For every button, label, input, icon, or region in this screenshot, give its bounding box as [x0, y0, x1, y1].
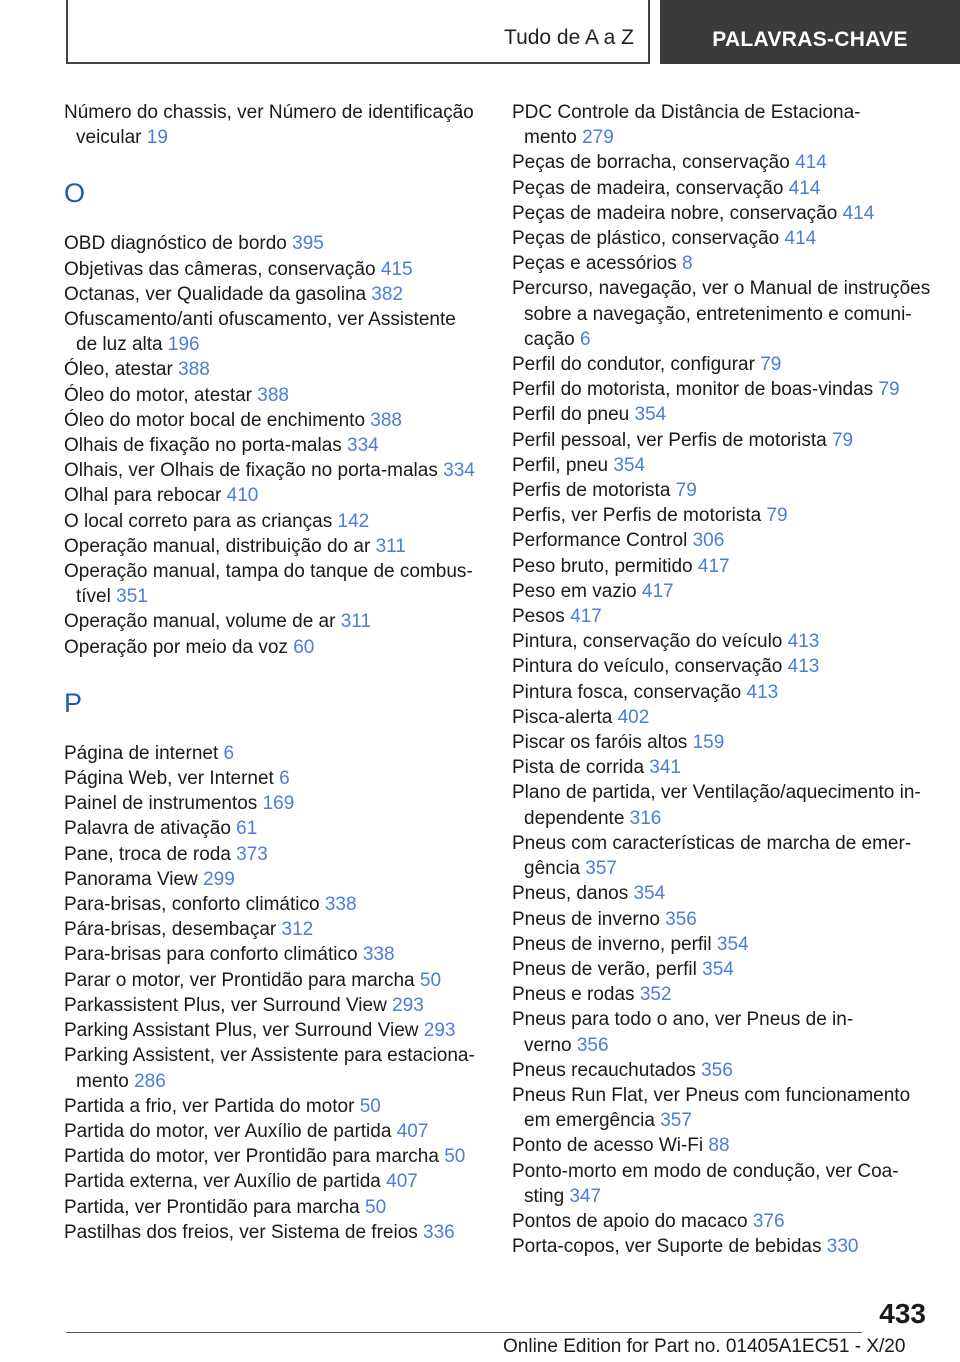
- page-reference-link[interactable]: 356: [576, 1034, 609, 1056]
- entry-text: Parking Assistant Plus, ver Surround View: [64, 1020, 424, 1042]
- entry-text: Pneus e rodas: [512, 984, 640, 1006]
- entry-text: Performance Control: [512, 530, 693, 552]
- entry-text: Pastilhas dos freios, ver Sistema de freios: [64, 1221, 424, 1243]
- chapter-tab: PALAVRAS-CHAVE: [660, 0, 960, 64]
- entry-text: Olhais, ver Olhais de fixação no porta-malas: [64, 460, 444, 482]
- index-entry: [64, 559, 484, 609]
- page-reference-link[interactable]: 354: [633, 883, 666, 905]
- page-reference-link[interactable]: 312: [281, 919, 314, 941]
- page-reference-link[interactable]: 414: [795, 152, 827, 174]
- index-entry: [64, 1195, 484, 1220]
- footer-edition: Online Edition for Part no. 01405A1EC51 - X/20: [503, 1336, 906, 1357]
- entry-text: PDC Controle da Distância de Estaciona‐: [512, 102, 861, 123]
- page-reference-link[interactable]: 414: [788, 177, 821, 199]
- index-entry: [64, 609, 484, 634]
- entry-text: Peso bruto, permitido: [512, 555, 698, 577]
- entry-text: veicular: [76, 127, 147, 149]
- entry-text: Ofuscamento/anti ofuscamento, ver Assistente: [64, 309, 456, 331]
- entry-text: Perfil pessoal, ver Perfis de motorista: [512, 429, 832, 451]
- index-entry: [64, 1094, 484, 1119]
- page-reference-link[interactable]: 79: [878, 379, 900, 401]
- page-reference-link[interactable]: 352: [639, 984, 672, 1006]
- page-reference-link[interactable]: 60: [293, 636, 315, 658]
- entry-text: Pintura, conservação do veículo: [512, 631, 788, 653]
- index-column-left: [64, 100, 484, 1245]
- index-entry: [512, 176, 942, 201]
- entry-text: sobre a navegação, entretenimento e comuni‐: [524, 303, 912, 325]
- index-entry: [64, 842, 484, 867]
- page-reference-link[interactable]: 414: [842, 202, 875, 224]
- page-reference-link[interactable]: 415: [380, 258, 413, 280]
- index-entry: [64, 257, 484, 282]
- page-reference-link[interactable]: 354: [634, 404, 667, 426]
- index-entry: [512, 1209, 942, 1234]
- index-entry: [512, 150, 942, 175]
- page-reference-link[interactable]: 334: [347, 435, 379, 457]
- page-reference-link[interactable]: 159: [692, 732, 725, 754]
- index-entry: [512, 907, 942, 932]
- page-reference-link[interactable]: 19: [146, 127, 168, 149]
- index-letter-heading: O: [64, 178, 86, 209]
- page-reference-link[interactable]: 88: [708, 1135, 730, 1157]
- entry-text: Pneus com características de marcha de emer‐: [512, 832, 912, 854]
- entry-text: Pintura fosca, conservação: [512, 681, 747, 703]
- page-reference-link[interactable]: 388: [370, 409, 402, 431]
- index-entry: [512, 654, 942, 679]
- entry-text: Ponto de acesso Wi-Fi: [512, 1135, 709, 1157]
- page-reference-link[interactable]: 6: [279, 768, 290, 790]
- entry-text: Perfil, pneu: [512, 454, 614, 476]
- index-entry: [512, 428, 942, 453]
- page-reference-link[interactable]: 6: [223, 742, 235, 764]
- index-entry: [512, 251, 942, 276]
- section-title: Tudo de A a Z: [504, 26, 634, 49]
- index-entry: [64, 993, 484, 1018]
- entry-text: O local correto para as crianças: [64, 510, 338, 532]
- page-reference-link[interactable]: 293: [423, 1020, 456, 1042]
- entry-text: sting: [524, 1185, 570, 1207]
- index-entry: [512, 276, 942, 352]
- entry-text: Pneus de inverno, perfil: [512, 933, 717, 955]
- index-entry: [512, 579, 942, 604]
- entry-text: Palavra de ativação: [64, 818, 237, 840]
- entry-text: Para-brisas, conforto climático: [64, 894, 325, 916]
- page-reference-link[interactable]: 351: [116, 586, 148, 608]
- page-reference-link[interactable]: 142: [337, 510, 370, 532]
- entry-text: Partida do motor, ver Prontidão para marcha: [64, 1146, 445, 1168]
- entry-text: Operação manual, volume de ar: [64, 611, 341, 633]
- index-entry: [512, 881, 942, 906]
- page-reference-link[interactable]: 388: [178, 359, 210, 381]
- entry-text: Peso em vazio: [512, 580, 642, 602]
- entry-text: Percurso, navegação, ver o Manual de instruções: [512, 278, 931, 300]
- entry-text: Panorama View: [64, 868, 204, 890]
- page-reference-link[interactable]: 79: [675, 480, 697, 502]
- page-reference-link[interactable]: 79: [831, 429, 854, 451]
- index-entry: [512, 1234, 942, 1259]
- entry-text: Para-brisas para conforto climático: [64, 944, 363, 966]
- index-entry: [64, 383, 484, 408]
- index-entry: [512, 957, 942, 982]
- entry-text: Peças de madeira, conservação: [512, 177, 789, 199]
- entry-text: Pneus para todo o ano, ver Pneus de in‐: [512, 1009, 854, 1031]
- index-entry: [512, 1083, 942, 1133]
- page-reference-link[interactable]: 376: [752, 1210, 785, 1232]
- index-column-right: [512, 100, 942, 1259]
- index-entry: [64, 942, 484, 967]
- page-reference-link[interactable]: 299: [203, 868, 235, 890]
- entry-text: Pisca-alerta: [512, 706, 618, 728]
- index-entry: [512, 604, 942, 629]
- entry-text: Peças de plástico, conservação: [512, 228, 785, 250]
- entry-text: Partida a frio, ver Partida do motor: [64, 1095, 360, 1117]
- index-entry: [512, 1058, 942, 1083]
- entry-text: Pista de corrida: [512, 757, 650, 779]
- index-entry: [64, 1119, 484, 1144]
- index-entry: [64, 1043, 484, 1093]
- page-reference-link[interactable]: 414: [784, 228, 817, 250]
- index-entry: [64, 100, 484, 150]
- entry-text: Pneus, danos: [512, 883, 634, 905]
- entry-text: cação: [524, 328, 580, 350]
- page-reference-link[interactable]: 373: [236, 843, 268, 865]
- page-reference-link[interactable]: 334: [443, 460, 475, 482]
- entry-text: dependente: [524, 807, 630, 829]
- index-entry: [64, 408, 484, 433]
- entry-text: Página de internet: [64, 742, 224, 764]
- entry-text: mento: [524, 127, 583, 149]
- entry-text: Parkassistent Plus, ver Surround View: [64, 994, 393, 1016]
- index-entry: [64, 534, 484, 559]
- page-reference-link[interactable]: 50: [444, 1146, 466, 1168]
- entry-text: Pneus Run Flat, ver Pneus com funcionamento: [512, 1084, 911, 1106]
- entry-text: Óleo do motor, atestar: [64, 384, 258, 406]
- entry-text: Olhais de fixação no porta-malas: [64, 435, 348, 457]
- entry-text: Parar o motor, ver Prontidão para marcha: [64, 969, 420, 991]
- entry-text: Pontos de apoio do macaco: [512, 1210, 753, 1232]
- page-reference-link[interactable]: 293: [392, 994, 424, 1016]
- page-reference-link[interactable]: 196: [167, 334, 200, 356]
- entry-text: Piscar os faróis altos: [512, 732, 693, 754]
- page-reference-link[interactable]: 286: [134, 1070, 166, 1092]
- page-reference-link[interactable]: 8: [682, 253, 693, 275]
- entry-text: mento: [76, 1070, 135, 1092]
- index-entry: [64, 968, 484, 993]
- page-reference-link[interactable]: 50: [359, 1095, 381, 1117]
- index-entry: [512, 377, 942, 402]
- page-reference-link[interactable]: 357: [660, 1110, 692, 1132]
- entry-text: Partida, ver Prontidão para marcha: [64, 1196, 365, 1218]
- index-entry: [64, 231, 484, 256]
- entry-text: Pneus recauchutados: [512, 1059, 702, 1081]
- entry-text: OBD diagnóstico de bordo: [64, 233, 293, 255]
- page-reference-link[interactable]: 341: [649, 757, 681, 779]
- index-entry: [512, 680, 942, 705]
- index-entry: [64, 741, 484, 766]
- entry-text: Pane, troca de roda: [64, 843, 237, 865]
- page-reference-link[interactable]: 330: [826, 1236, 859, 1258]
- index-entry: [64, 509, 484, 534]
- entry-text: Perfil do pneu: [512, 404, 635, 426]
- page-reference-link[interactable]: 357: [585, 858, 617, 880]
- entry-text: Perfis de motorista: [512, 480, 676, 502]
- index-entry: [512, 226, 942, 251]
- page-reference-link[interactable]: 402: [617, 706, 650, 728]
- page-reference-link[interactable]: 347: [569, 1185, 602, 1207]
- entry-text: Perfil do condutor, configurar: [512, 354, 761, 376]
- page-reference-link[interactable]: 407: [386, 1171, 418, 1193]
- index-entry: [64, 307, 484, 357]
- entry-text: de luz alta: [76, 334, 168, 356]
- entry-text: tível: [76, 586, 117, 608]
- index-entry: [512, 352, 942, 377]
- page-reference-link[interactable]: 413: [787, 631, 820, 653]
- page-reference-link[interactable]: 417: [570, 606, 602, 628]
- index-entry: [64, 458, 484, 483]
- index-entry: [512, 1007, 942, 1057]
- page-reference-link[interactable]: 50: [365, 1196, 387, 1218]
- page-reference-link[interactable]: 354: [613, 454, 646, 476]
- index-entry: [64, 816, 484, 841]
- index-entry: [64, 433, 484, 458]
- entry-text: Perfil do motorista, monitor de boas-vindas: [512, 379, 879, 401]
- entry-text: Operação manual, distribuição do ar: [64, 535, 376, 557]
- entry-text: Partida externa, ver Auxílio de partida: [64, 1171, 387, 1193]
- index-entry: [512, 453, 942, 478]
- page-reference-link[interactable]: 413: [746, 681, 779, 703]
- page-reference-link[interactable]: 338: [362, 944, 395, 966]
- index-entry: [512, 629, 942, 654]
- entry-text: Plano de partida, ver Ventilação/aquecimento in‐: [512, 782, 921, 804]
- entry-text: Óleo, atestar: [64, 359, 179, 381]
- index-entry: [64, 867, 484, 892]
- index-entry: [64, 635, 484, 660]
- entry-text: Octanas, ver Qualidade da gasolina: [64, 283, 372, 305]
- entry-text: Olhal para rebocar: [64, 485, 227, 507]
- index-entry: [512, 528, 942, 553]
- entry-text: verno: [524, 1034, 577, 1056]
- index-entry: [512, 780, 942, 830]
- entry-text: Operação manual, tampa do tanque de combus‐: [64, 561, 473, 583]
- entry-text: Objetivas das câmeras, conservação: [64, 258, 381, 280]
- index-entry: [512, 503, 942, 528]
- entry-text: Pesos: [512, 606, 571, 628]
- index-letter-heading: P: [64, 687, 83, 718]
- page-reference-link[interactable]: 169: [262, 793, 295, 815]
- index-entry: [64, 917, 484, 942]
- entry-text: Pneus de verão, perfil: [512, 958, 703, 980]
- index-entry: [64, 892, 484, 917]
- page-reference-link[interactable]: 79: [766, 505, 788, 527]
- entry-text: Página Web, ver Internet: [64, 768, 280, 790]
- entry-text: Pintura do veículo, conservação: [512, 656, 788, 678]
- page-reference-link[interactable]: 356: [665, 908, 697, 930]
- entry-text: Operação por meio da voz: [64, 636, 294, 658]
- index-entry: [64, 791, 484, 816]
- index-entry: [512, 201, 942, 226]
- index-entry: [512, 932, 942, 957]
- index-entry: [512, 831, 942, 881]
- index-entry: [512, 982, 942, 1007]
- page-reference-link[interactable]: 356: [701, 1059, 733, 1081]
- entry-text: Peças de borracha, conservação: [512, 152, 796, 174]
- index-entry: [512, 755, 942, 780]
- entry-text: Pára-brisas, desembaçar: [64, 919, 282, 941]
- page-reference-link[interactable]: 413: [787, 656, 820, 678]
- index-entry: [64, 282, 484, 307]
- footer-divider: [66, 1332, 862, 1333]
- index-entry: [512, 402, 942, 427]
- page-reference-link[interactable]: 50: [419, 969, 442, 991]
- page-reference-link[interactable]: 354: [702, 958, 734, 980]
- index-entry: [512, 705, 942, 730]
- page-reference-link[interactable]: 395: [292, 233, 324, 255]
- page-reference-link[interactable]: 338: [324, 894, 357, 916]
- page-reference-link[interactable]: 311: [375, 535, 406, 557]
- page-reference-link[interactable]: 311: [340, 611, 372, 633]
- entry-text: em emergência: [524, 1110, 661, 1132]
- page-reference-link[interactable]: 407: [396, 1120, 429, 1142]
- entry-text: Peças de madeira nobre, conservação: [512, 202, 843, 224]
- entry-text: gência: [524, 858, 586, 880]
- page-number: 433: [879, 1298, 926, 1329]
- index-entry: [512, 1159, 942, 1209]
- page-reference-link[interactable]: 417: [641, 580, 674, 602]
- entry-text: Ponto-morto em modo de condução, ver Coa‐: [512, 1160, 899, 1182]
- page-reference-link[interactable]: 354: [716, 933, 749, 955]
- page-reference-link[interactable]: 316: [629, 807, 662, 829]
- index-entry: [64, 357, 484, 382]
- index-entry: [512, 730, 942, 755]
- index-entry: [512, 554, 942, 579]
- page-reference-link[interactable]: 61: [236, 818, 258, 840]
- entry-text: Parking Assistent, ver Assistente para estaciona‐: [64, 1045, 475, 1067]
- index-entry: [64, 483, 484, 508]
- index-entry: [64, 1220, 484, 1245]
- entry-text: Peças e acessórios: [512, 253, 683, 275]
- index-entry: [64, 1169, 484, 1194]
- entry-text: Óleo do motor bocal de enchimento: [64, 409, 371, 431]
- page-reference-link[interactable]: 79: [760, 354, 782, 376]
- page-reference-link[interactable]: 6: [579, 328, 591, 350]
- page-reference-link[interactable]: 306: [692, 530, 725, 552]
- entry-text: Número do chassis, ver Número de identificação: [64, 102, 474, 123]
- entry-text: Perfis, ver Perfis de motorista: [512, 505, 767, 527]
- index-entry: [512, 100, 942, 150]
- page-reference-link[interactable]: 417: [697, 555, 730, 577]
- entry-text: Porta-copos, ver Suporte de bebidas: [512, 1236, 827, 1258]
- entry-text: Partida do motor, ver Auxílio de partida: [64, 1120, 397, 1142]
- entry-text: Pneus de inverno: [512, 908, 666, 930]
- index-entry: [64, 1144, 484, 1169]
- index-entry: [64, 1018, 484, 1043]
- page-reference-link[interactable]: 336: [423, 1221, 455, 1243]
- page-reference-link[interactable]: 410: [226, 485, 259, 507]
- page-reference-link[interactable]: 382: [371, 283, 404, 305]
- page-reference-link[interactable]: 388: [257, 384, 289, 406]
- page-reference-link[interactable]: 279: [582, 127, 614, 149]
- index-entry: [512, 1133, 942, 1158]
- entry-text: Painel de instrumentos: [64, 793, 263, 815]
- index-entry: [64, 766, 484, 791]
- index-entry: [512, 478, 942, 503]
